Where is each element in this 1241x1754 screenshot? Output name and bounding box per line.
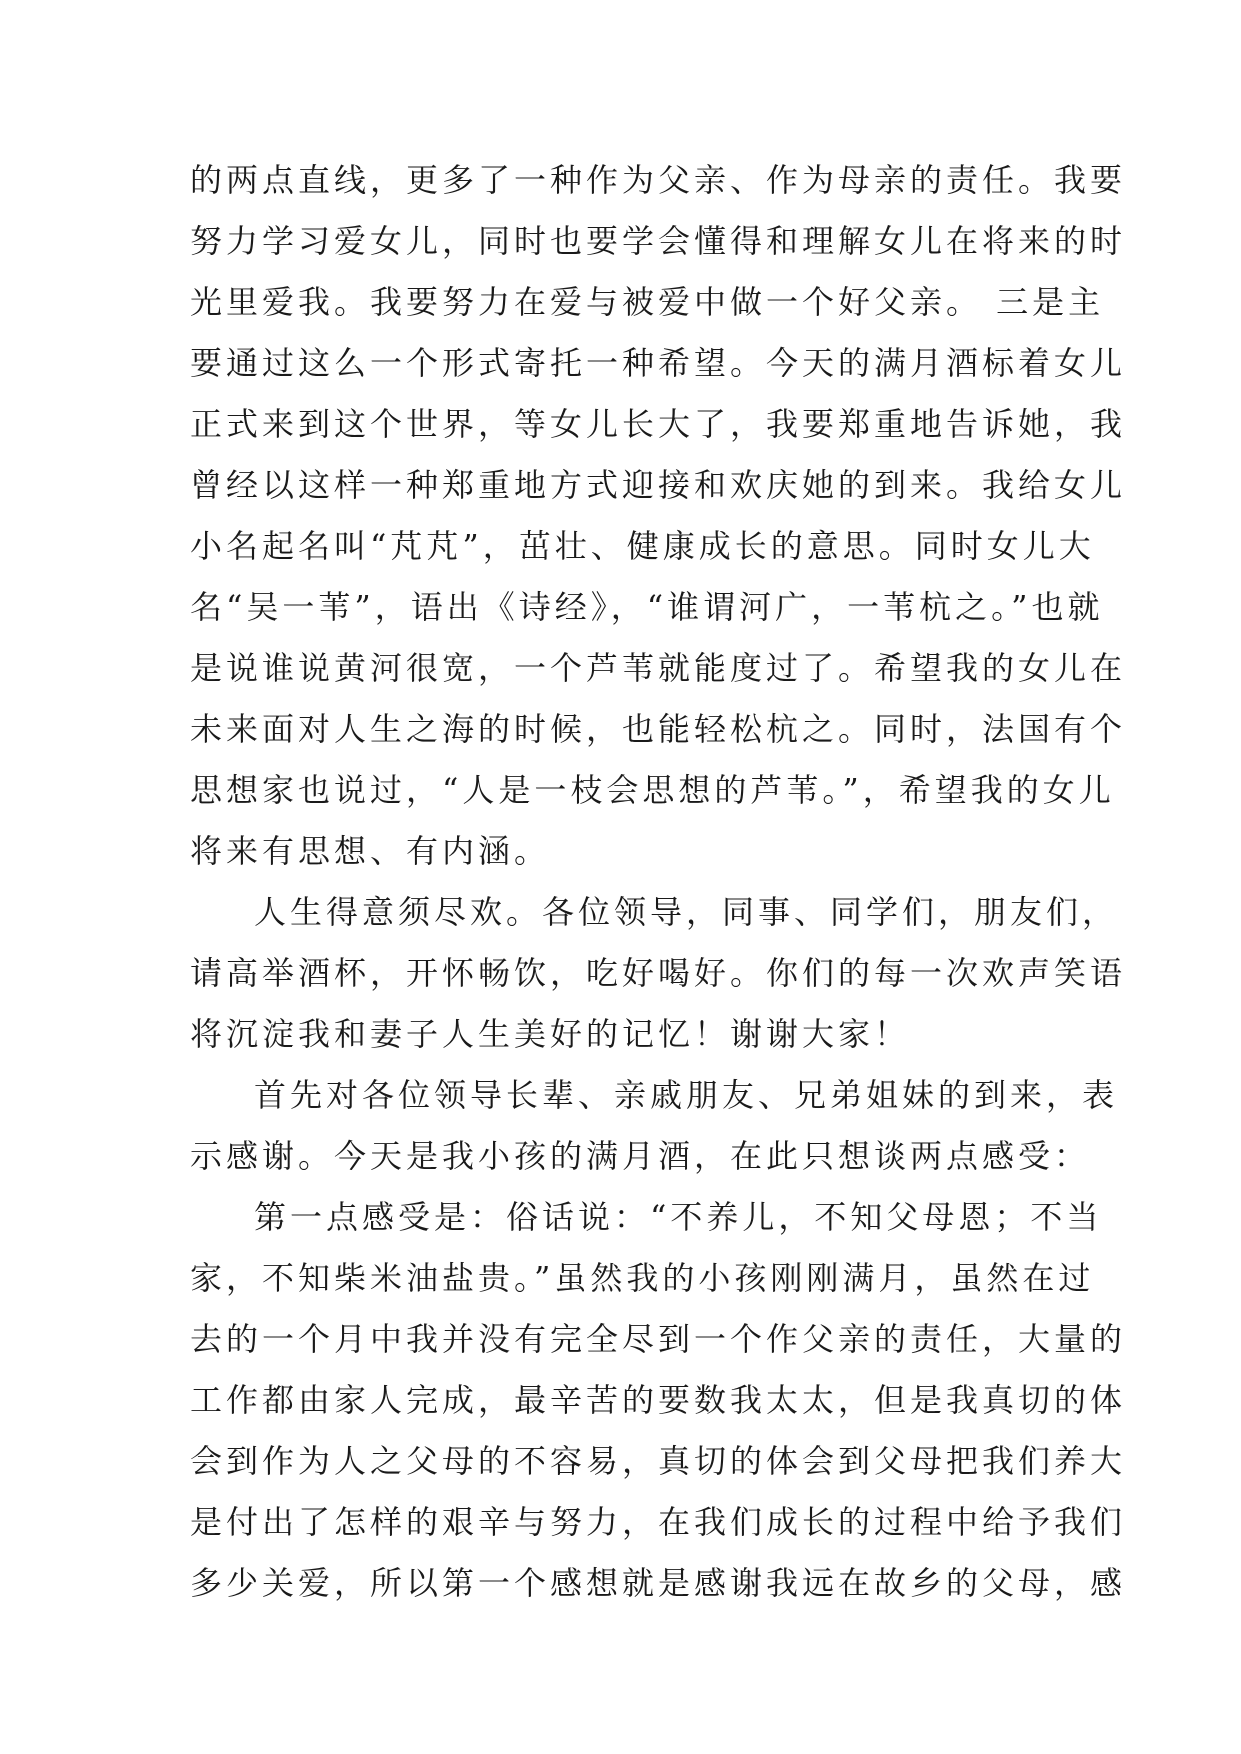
text-line: 思想家也说过，“人是一枝会思想的芦苇。”，希望我的女儿 (190, 771, 1115, 809)
text-line: 将来有思想、有内涵。 (190, 832, 551, 870)
text-line: 首先对各位领导长辈、亲戚朋友、兄弟姐妹的到来，表 (254, 1076, 1119, 1114)
text-line: 去的一个月中我并没有完全尽到一个作父亲的责任，大量的 (190, 1320, 1127, 1358)
text-line: 未来面对人生之海的时候，也能轻松杭之。同时，法国有个 (190, 710, 1127, 748)
text-line: 努力学习爱女儿，同时也要学会懂得和理解女儿在将来的时 (190, 222, 1127, 260)
text-line: 正式来到这个世界，等女儿长大了，我要郑重地告诉她，我 (190, 405, 1127, 443)
text-line: 光里爱我。我要努力在爱与被爱中做一个好父亲。 三是主 (190, 283, 1105, 321)
text-line: 人生得意须尽欢。各位领导，同事、同学们，朋友们， (254, 893, 1119, 931)
text-line: 的两点直线，更多了一种作为父亲、作为母亲的责任。我要 (190, 161, 1127, 199)
text-line: 名“吴一苇”，语出《诗经》，“谁谓河广，一苇杭之。”也就 (190, 588, 1104, 626)
text-line: 工作都由家人完成，最辛苦的要数我太太，但是我真切的体 (190, 1381, 1127, 1419)
text-line: 是说谁说黄河很宽，一个芦苇就能度过了。希望我的女儿在 (190, 649, 1127, 687)
text-line: 小名起名叫“芃芃”，茁壮、健康成长的意思。同时女儿大 (190, 527, 1095, 565)
text-line: 第一点感受是：俗话说：“不养儿，不知父母恩；不当 (254, 1198, 1103, 1236)
text-line: 要通过这么一个形式寄托一种希望。今天的满月酒标着女儿 (190, 344, 1127, 382)
text-line: 会到作为人之父母的不容易，真切的体会到父母把我们养大 (190, 1442, 1127, 1480)
text-line: 示感谢。今天是我小孩的满月酒，在此只想谈两点感受： (190, 1137, 1091, 1175)
text-line: 曾经以这样一种郑重地方式迎接和欢庆她的到来。我给女儿 (190, 466, 1127, 504)
document-body-text (190, 150, 1127, 1614)
text-line: 家，不知柴米油盐贵。”虽然我的小孩刚刚满月，虽然在过 (190, 1259, 1095, 1297)
text-line: 请高举酒杯，开怀畅饮，吃好喝好。你们的每一次欢声笑语 (190, 954, 1127, 992)
text-line: 多少关爱，所以第一个感想就是感谢我远在故乡的父母，感 (190, 1564, 1127, 1602)
text-line: 将沉淀我和妻子人生美好的记忆！谢谢大家！ (190, 1015, 911, 1053)
text-line: 是付出了怎样的艰辛与努力，在我们成长的过程中给予我们 (190, 1503, 1127, 1541)
